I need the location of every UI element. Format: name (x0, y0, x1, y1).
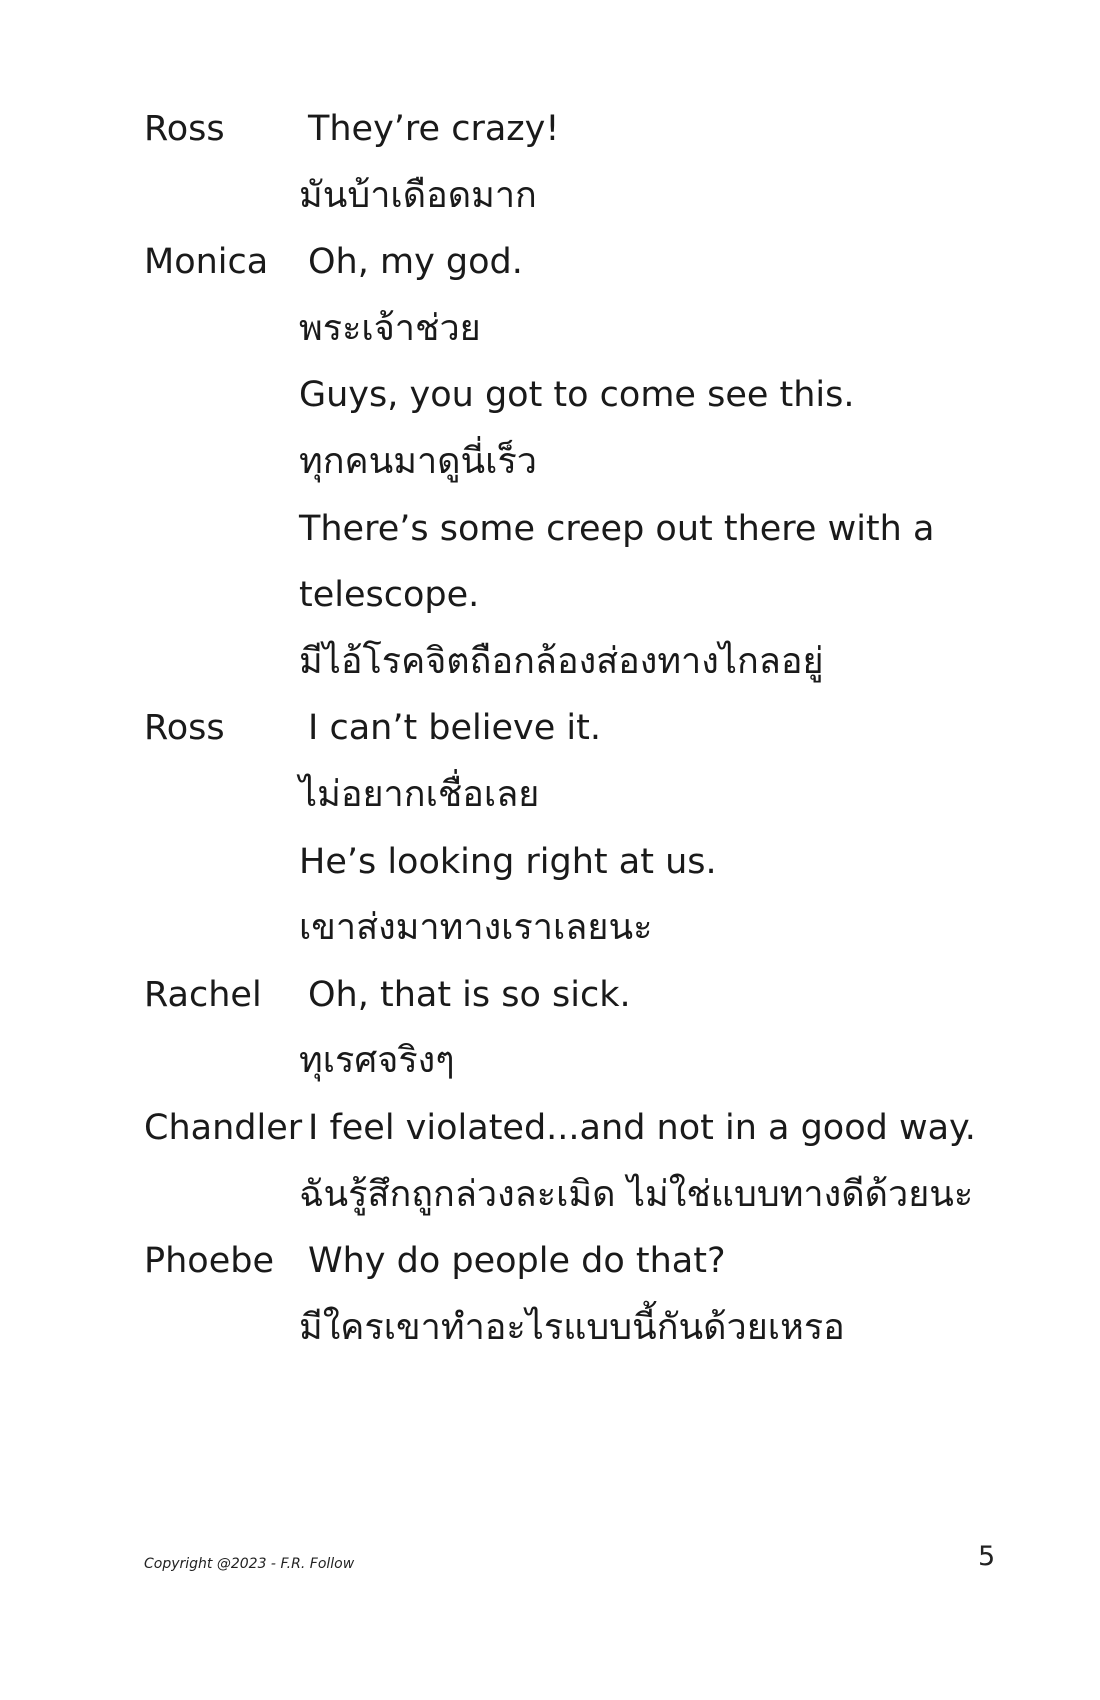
script-line (144, 895, 1004, 962)
script-line (144, 1095, 1004, 1162)
thai-translation: ฉันรู้สึกถูกล่วงละเมิด ไม่ใช่แบบทางดีด้วยนะ (299, 1173, 974, 1215)
script-line (144, 1162, 1004, 1229)
thai-translation: มีไอ้โรคจิตถือกล้องส่องทางไกลอยู่ (299, 640, 824, 682)
script-line (144, 962, 1004, 1029)
dialogue-text: telescope. (299, 575, 480, 616)
script-line (144, 496, 1004, 563)
thai-translation: มีใครเขาทำอะไรแบบนี้กันด้วยเหรอ (299, 1306, 845, 1348)
dialogue-text: There’s some creep out there with a (299, 508, 935, 549)
speaker-name: Ross (144, 109, 225, 149)
thai-translation: มันบ้าเดือดมาก (299, 174, 537, 216)
dialogue-text: Guys, you got to come see this. (299, 375, 855, 416)
thai-translation: ทุเรศจริงๆ (299, 1040, 455, 1082)
speaker-name: Rachel (144, 974, 262, 1015)
thai-translation: พระเจ้าช่วย (299, 307, 481, 349)
script-line (144, 562, 1004, 629)
dialogue-text: They’re crazy! (308, 109, 560, 149)
script-line (144, 762, 1004, 829)
script-line (144, 362, 1004, 429)
dialogue-text: Oh, that is so sick. (308, 974, 631, 1015)
dialogue-text: I can’t believe it. (308, 708, 601, 749)
dialogue-script (144, 96, 1004, 1361)
script-line (144, 695, 1004, 762)
dialogue-text: He’s looking right at us. (299, 841, 717, 882)
thai-translation: ไม่อยากเชื่อเลย (299, 773, 540, 815)
speaker-name: Chandler (144, 1107, 303, 1148)
speaker-name: Phoebe (144, 1241, 274, 1282)
script-line (144, 1228, 1004, 1295)
script-line (144, 96, 1004, 163)
copyright-footer: Copyright @2023 - F.R. Follow (144, 1556, 355, 1572)
script-line (144, 1028, 1004, 1095)
dialogue-text: I feel violated...and not in a good way. (308, 1107, 976, 1148)
script-line (144, 296, 1004, 363)
script-line (144, 629, 1004, 696)
dialogue-text: Oh, my god. (308, 242, 523, 283)
thai-translation: เขาส่งมาทางเราเลยนะ (299, 907, 653, 949)
page-number: 5 (978, 1541, 996, 1572)
script-line (144, 1295, 1004, 1362)
thai-translation: ทุกคนมาดูนี่เร็ว (299, 440, 538, 482)
dialogue-text: Why do people do that? (308, 1241, 726, 1282)
script-line (144, 829, 1004, 896)
script-line (144, 429, 1004, 496)
speaker-name: Ross (144, 708, 225, 749)
speaker-name: Monica (144, 242, 269, 283)
script-line (144, 229, 1004, 296)
script-line (144, 163, 1004, 230)
